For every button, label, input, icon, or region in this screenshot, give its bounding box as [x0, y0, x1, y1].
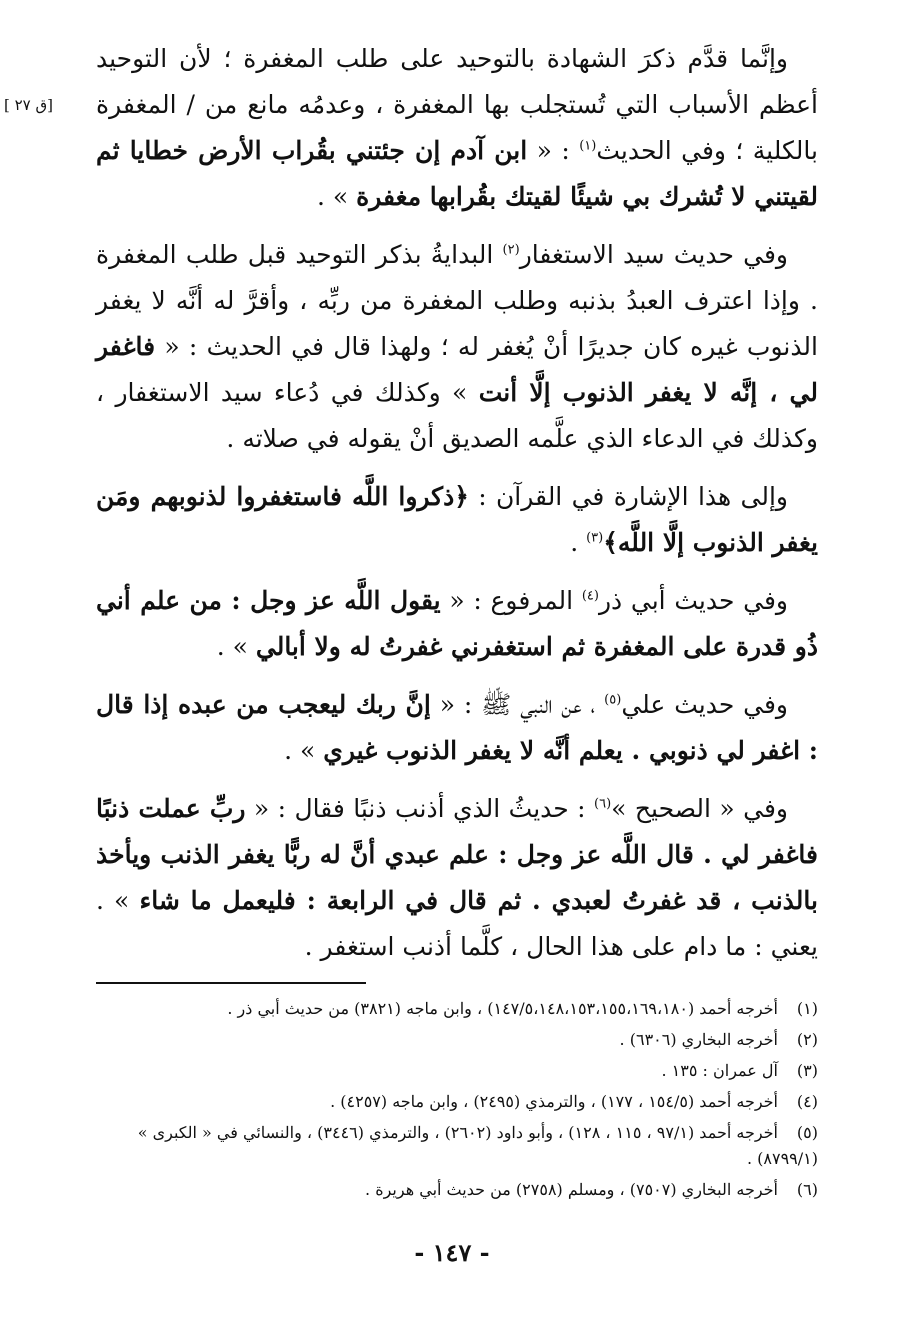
paragraph [96, 474, 818, 566]
footnote-text: أخرجه البخاري (٦٣٠٦) . [619, 1030, 778, 1049]
footnote-number: (٦) [796, 1180, 818, 1199]
footnote-number: (١) [796, 999, 818, 1018]
page-number: - ١٤٧ - [414, 1238, 490, 1267]
footnote-ref: (٥) [604, 692, 622, 708]
footnote-separator-wrap [96, 982, 818, 984]
footnote-ref: (٦) [594, 796, 612, 812]
footnote [96, 1177, 818, 1203]
footnote-ref: (١) [579, 138, 597, 154]
paragraph [96, 786, 818, 970]
footnote-text: آل عمران : ١٣٥ . [661, 1061, 778, 1080]
paragraph [96, 578, 818, 670]
footnote [96, 996, 818, 1022]
text-run: وفي « الصحيح » [611, 794, 788, 823]
footnote [96, 1089, 818, 1115]
footnote [96, 1058, 818, 1084]
quoted-text: إنَّ ربك ليعجب من عبده إذا قال : اغفر لي ذنوبي . يعلم أنَّه لا يغفر الذنوب غيري [96, 690, 818, 765]
quoted-text: ربِّ عملت ذنبًا فاغفر لي . قال اللَّه عز وجل : علم عبدي أنَّ له ربًّا يغفر الذنب ويأخذ بالذنب ، قد غفرتُ لعبدي . ثم قال في الرابعة : فليعمل ما شاء [96, 794, 818, 915]
footnote-text: أخرجه أحمد (١٥٤/٥ ، ١٧٧) ، والترمذي (٢٤٩٥) ، وابن ماجه (٤٢٥٧) . [330, 1092, 778, 1111]
paragraph [96, 232, 818, 462]
text-run: » . [284, 736, 324, 765]
footnote-number: (٥) [796, 1123, 818, 1142]
text-run: » . يعني : ما دام على هذا الحال ، كلَّما أذنب استغفر . [96, 886, 818, 961]
paragraph [96, 682, 818, 774]
quoted-text: يقول اللَّه عز وجل : من علم أني ذُو قدرة على المغفرة ثم استغفرني غفرتُ له ولا أبالي [96, 586, 818, 661]
text-run: وفي حديث سيد الاستغفار [519, 240, 788, 269]
text-run: : « [527, 136, 580, 165]
text-run: وإنَّما قدَّم ذكرَ الشهادة بالتوحيد على طلب المغفرة ؛ لأن التوحيد أعظم الأسباب التي تُستجلب بها المغفرة ، وعدمُه مانع من / المغفرة بالكلية ؛ وفي الحديث [96, 44, 819, 165]
main-text [96, 36, 818, 970]
footnote-separator [96, 982, 366, 984]
footnote-number: (٢) [796, 1030, 818, 1049]
footnote-number: (٤) [796, 1092, 818, 1111]
text-run: . [570, 528, 587, 557]
text-run: : حديثُ الذي أذنب ذنبًا فقال : « [245, 794, 595, 823]
quoted-text: ابن آدم إن جئتني بقُراب الأرض خطايا ثم لقيتني لا تُشرك بي شيئًا لقيتك بقُرابها مغفرة [96, 136, 818, 211]
text-run: » . [316, 182, 357, 211]
footnote-ref: (٢) [502, 242, 520, 258]
quoted-text: ﴿ذكروا اللَّه فاستغفروا لذنوبهم ومَن يغفر الذنوب إلَّا اللَّه﴾ [96, 482, 818, 557]
footnote-text: أخرجه البخاري (٧٥٠٧) ، ومسلم (٢٧٥٨) من حديث أبي هريرة . [365, 1180, 778, 1199]
text-run: وإلى هذا الإشارة في القرآن : [468, 482, 788, 511]
text-run: وفي حديث علي [621, 690, 788, 719]
footnote-number: (٣) [796, 1061, 818, 1080]
text-run: » وكذلك في دُعاء سيد الاستغفار ، وكذلك في الدعاء الذي علَّمه الصديق أنْ يقوله في صلاته . [96, 378, 818, 453]
text-run: ، عن النبي ﷺ : « [430, 690, 605, 719]
footnote [96, 1120, 818, 1172]
footnote-ref: (٣) [586, 530, 604, 546]
text-run: البدايةُ بذكر التوحيد قبل طلب المغفرة . وإذا اعترف العبدُ بذنبه وطلب المغفرة من ربِّه ، وأقرَّ له أنَّه لا يغفر الذنوب غيره كان جديرًا أنْ يُغفر له ؛ ولهذا قال في الحديث : « [96, 240, 818, 361]
footnote-text: أخرجه أحمد (١٤٧/٥،١٤٨،١٥٣،١٥٥،١٦٩،١٨٠) ، وابن ماجه (٣٨٢١) من حديث أبي ذر . [227, 999, 778, 1018]
footnote-ref: (٤) [581, 588, 599, 604]
footnote-text: أخرجه أحمد (٩٧/١ ، ١١٥ ، ١٢٨) ، وأبو داود (٢٦٠٢) ، والترمذي (٣٤٤٦) ، والنسائي في « الكبرى » (٨٧٩٩/١) . [137, 1123, 818, 1168]
paragraph [96, 36, 818, 220]
text-run: وفي حديث أبي ذر [598, 586, 789, 615]
quoted-text: فاغفر لي ، إنَّه لا يغفر الذنوب إلَّا أنت [96, 332, 818, 407]
text-run: » . [216, 632, 256, 661]
text-run: المرفوع : « [440, 586, 582, 615]
footnotes [96, 996, 818, 1203]
manuscript-margin-note: [ق ٢٧ ] [4, 96, 54, 114]
footnote [96, 1027, 818, 1053]
